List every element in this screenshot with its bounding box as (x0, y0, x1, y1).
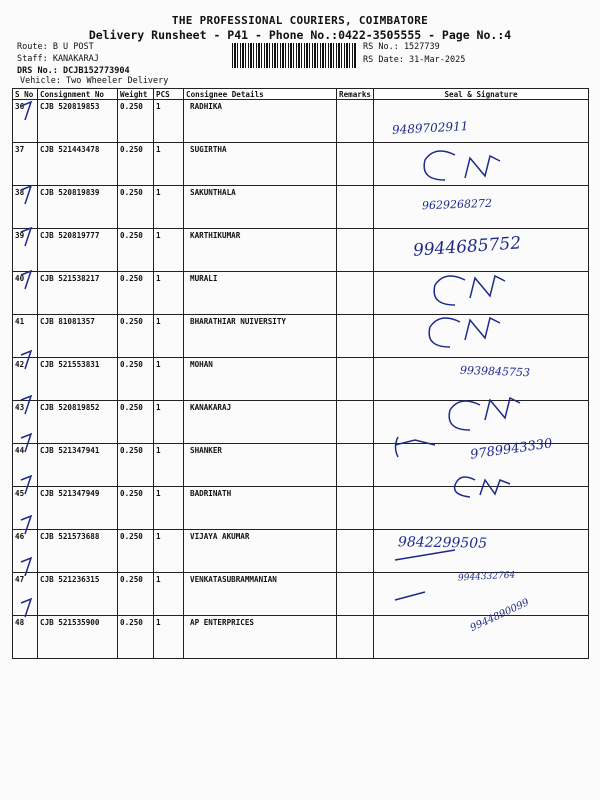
row-weight: 0.250 (118, 143, 154, 186)
row-sno: 48 (13, 616, 38, 659)
row-pcs: 1 (154, 272, 184, 315)
row-consignee: VENKATASUBRAMMANIAN (184, 573, 337, 616)
row-consignee: MOHAN (184, 358, 337, 401)
row-pcs: 1 (154, 229, 184, 272)
col-header-sno: S No (13, 89, 38, 100)
row-sno: 37 (13, 143, 38, 186)
row-pcs: 1 (154, 358, 184, 401)
runsheet-subtitle: Delivery Runsheet - P41 - Phone No.:0422-3505555 - Page No.:4 (88, 28, 512, 42)
row-consignment-no: CJB 521553831 (38, 358, 118, 401)
row-pcs: 1 (154, 487, 184, 530)
col-header-consignee: Consignee Details (184, 89, 337, 100)
row-consignee: SUGIRTHA (184, 143, 337, 186)
row-consignee: VIJAYA AKUMAR (184, 530, 337, 573)
ink-stroke (449, 398, 520, 430)
company-title: THE PROFESSIONAL COURIERS, COIMBATORE (171, 14, 429, 27)
row-consignment-no: CJB 81081357 (38, 315, 118, 358)
row-consignee: SHANKER (184, 444, 337, 487)
row-consignee: MURALI (184, 272, 337, 315)
row-sno: 42 (13, 358, 38, 401)
row-pcs: 1 (154, 186, 184, 229)
handwritten-phone: 9842299505 (397, 534, 488, 552)
row-sno: 45 (13, 487, 38, 530)
row-sno: 43 (13, 401, 38, 444)
row-pcs: 1 (154, 143, 184, 186)
row-weight: 0.250 (118, 487, 154, 530)
row-consignment-no: CJB 521573688 (38, 530, 118, 573)
row-consignment-no: CJB 520819839 (38, 186, 118, 229)
rs-date: RS Date: 31-Mar-2025 (363, 55, 466, 65)
col-header-consignment: Consignment No (38, 89, 118, 100)
col-header-signature: Seal & Signature (374, 89, 589, 100)
ink-stroke (434, 276, 505, 305)
row-consignee: SAKUNTHALA (184, 186, 337, 229)
ink-stroke (424, 151, 500, 180)
row-consignment-no: CJB 520819852 (38, 401, 118, 444)
ink-stroke (455, 477, 510, 497)
handwritten-phone: 9944890099 (468, 596, 531, 634)
handwritten-phone: 9789943330 (469, 436, 554, 463)
row-weight: 0.250 (118, 186, 154, 229)
handwritten-phone: 9944685752 (412, 233, 522, 261)
vehicle-label: Vehicle: Two Wheeler Delivery (20, 76, 169, 86)
rs-number: RS No.: 1527739 (363, 42, 440, 52)
handwritten-phone: 9489702911 (391, 119, 469, 137)
col-header-remarks: Remarks (337, 89, 374, 100)
handwritten-phone: 9939845753 (459, 364, 531, 380)
ink-stroke (21, 102, 31, 289)
row-consignment-no: CJB 521236315 (38, 573, 118, 616)
row-consignment-no: CJB 520819853 (38, 100, 118, 143)
drs-number: DRS No.: DCJB152773904 (17, 66, 130, 76)
route-label: Route: B U POST (17, 42, 94, 52)
row-weight: 0.250 (118, 315, 154, 358)
row-consignment-no: CJB 520819777 (38, 229, 118, 272)
row-sno: 46 (13, 530, 38, 573)
row-sno: 40 (13, 272, 38, 315)
row-pcs: 1 (154, 573, 184, 616)
row-pcs: 1 (154, 100, 184, 143)
row-weight: 0.250 (118, 358, 154, 401)
ink-stroke (429, 318, 500, 347)
row-pcs: 1 (154, 444, 184, 487)
ink-stroke (395, 437, 435, 457)
row-weight: 0.250 (118, 272, 154, 315)
row-consignee: KANAKARAJ (184, 401, 337, 444)
col-header-pcs: PCS (154, 89, 184, 100)
row-consignee: RADHIKA (184, 100, 337, 143)
row-sno: 44 (13, 444, 38, 487)
row-weight: 0.250 (118, 229, 154, 272)
row-pcs: 1 (154, 401, 184, 444)
row-consignment-no: CJB 521535900 (38, 616, 118, 659)
row-sno: 36 (13, 100, 38, 143)
row-consignment-no: CJB 521347949 (38, 487, 118, 530)
handwritten-phone: 9629268272 (421, 196, 493, 213)
row-consignee: KARTHIKUMAR (184, 229, 337, 272)
row-sno: 47 (13, 573, 38, 616)
row-weight: 0.250 (118, 530, 154, 573)
row-weight: 0.250 (118, 100, 154, 143)
row-weight: 0.250 (118, 573, 154, 616)
row-weight: 0.250 (118, 401, 154, 444)
ink-stroke (21, 351, 31, 494)
row-consignee: BADRINATH (184, 487, 337, 530)
row-weight: 0.250 (118, 444, 154, 487)
row-consignee: AP ENTERPRICES (184, 616, 337, 659)
row-pcs: 1 (154, 616, 184, 659)
staff-label: Staff: KANAKARAJ (17, 54, 99, 64)
row-sno: 38 (13, 186, 38, 229)
row-sno: 39 (13, 229, 38, 272)
row-pcs: 1 (154, 530, 184, 573)
row-weight: 0.250 (118, 616, 154, 659)
col-header-weight: Weight (118, 89, 154, 100)
handwritten-phone: 9944332764 (457, 570, 516, 584)
row-consignee: BHARATHIAR NUIVERSITY (184, 315, 337, 358)
row-consignment-no: CJB 521538217 (38, 272, 118, 315)
row-sno: 41 (13, 315, 38, 358)
row-pcs: 1 (154, 315, 184, 358)
row-consignment-no: CJB 521443478 (38, 143, 118, 186)
ink-stroke (395, 550, 455, 600)
ink-stroke (21, 516, 31, 617)
row-consignment-no: CJB 521347941 (38, 444, 118, 487)
